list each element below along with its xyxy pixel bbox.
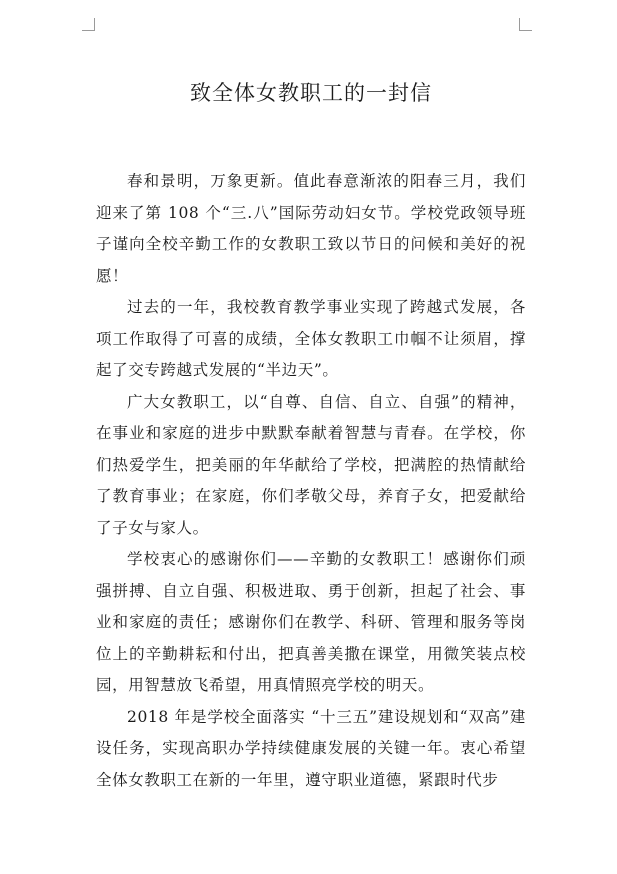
document-body — [96, 166, 526, 796]
page-corner-mark-left — [82, 18, 95, 31]
paragraph-3: 广大女教职工，以“自尊、自信、自立、自强”的精神，在事业和家庭的进步中默默奉献着智慧与青春。在学校，你们热爱学生，把美丽的年华献给了学校，把满腔的热情献给了教育事业；在家庭，你们孝敬父母，养育子女，把爱献给了子女与家人。 — [96, 392, 526, 537]
paragraph-1: 春和景明，万象更新。值此春意渐浓的阳春三月，我们迎来了第 108 个“三.八”国际劳动妇女节。学校党政领导班子谨向全校辛勤工作的女教职工致以节日的问候和美好的祝愿！ — [96, 172, 526, 285]
document-title: 致全体女教职工的一封信 — [190, 81, 432, 105]
paragraph-2: 过去的一年，我校教育教学事业实现了跨越式发展，各项工作取得了可喜的成绩，全体女教职工巾帼不让须眉，撑起了交专跨越式发展的“半边天”。 — [96, 298, 526, 379]
paragraph-4: 学校衷心的感谢你们——辛勤的女教职工！感谢你们顽强拼搏、自立自强、积极进取、勇于创新，担起了社会、事业和家庭的责任；感谢你们在教学、科研、管理和服务等岗位上的辛勤耕耘和付出，把真善美撒在课堂，用微笑装点校园，用智慧放飞希望，用真情照亮学校的明天。 — [96, 550, 526, 694]
paragraph-5: 2018 年是学校全面落实 “十三五”建设规划和“双高”建设任务，实现高职办学持续健康发展的关键一年。衷心希望全体女教职工在新的一年里，遵守职业道德，紧跟时代步 — [96, 707, 526, 789]
document-page — [96, 0, 526, 796]
